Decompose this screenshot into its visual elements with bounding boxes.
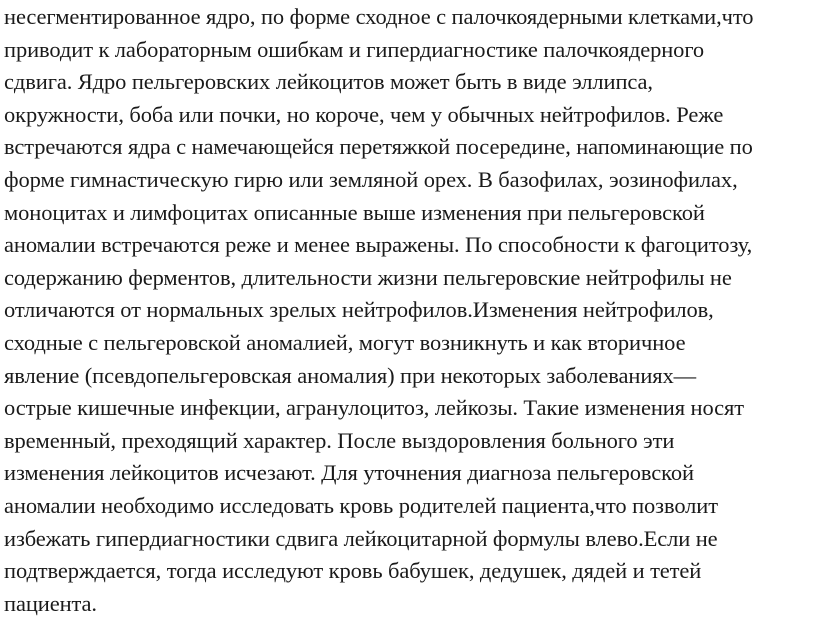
text-line: приводит к лабораторным ошибкам и гипердиагностике палочкоядерного	[4, 36, 705, 62]
text-line: сдвига. Ядро пельгеровских лейкоцитов может быть в виде эллипса,	[4, 69, 653, 95]
text-line: отличаются от нормальных зрелых нейтрофилов.Изменения нейтрофилов,	[4, 297, 714, 323]
text-line: острые кишечные инфекции, агранулоцитоз, лейкозы. Такие изменения носят	[4, 395, 745, 421]
text-line: форме гимнастическую гирю или земляной орех. В базофилах, эозинофилах,	[4, 166, 738, 192]
text-line: сходные с пельгеровской аномалией, могут возникнуть и как вторичное	[4, 329, 686, 355]
text-line: явление (псевдопельгеровская аномалия) при некоторых заболеваниях—	[4, 362, 697, 388]
text-line: встречаются ядра с намечающейся перетяжкой посередине, напоминающие по	[4, 134, 753, 160]
text-line: избежать гипердиагностики сдвига лейкоцитарной формулы влево.Если не	[4, 525, 718, 551]
text-line: аномалии необходимо исследовать кровь родителей пациента,что позволит	[4, 492, 718, 518]
text-line: окружности, боба или почки, но короче, чем у обычных нейтрофилов. Реже	[4, 101, 724, 127]
text-line: моноцитах и лимфоцитах описанные выше изменения при пельгеровской	[4, 199, 705, 225]
text-line: содержанию ферментов, длительности жизни пельгеровские нейтрофилы не	[4, 264, 732, 290]
text-line: пациента.	[4, 590, 97, 616]
text-line: аномалии встречаются реже и менее выражены. По способности к фагоцитозу,	[4, 232, 753, 258]
text-line: временный, преходящий характер. После выздоровления больного эти	[4, 427, 675, 453]
text-line: изменения лейкоцитов исчезают. Для уточнения диагноза пельгеровской	[4, 460, 694, 486]
body-paragraph	[4, 1, 814, 620]
text-line: подтверждается, тогда исследуют кровь бабушек, дедушек, дядей и тетей	[4, 558, 702, 584]
text-line: несегментированное ядро, по форме сходное с палочкоядерными клетками,что	[4, 4, 754, 29]
